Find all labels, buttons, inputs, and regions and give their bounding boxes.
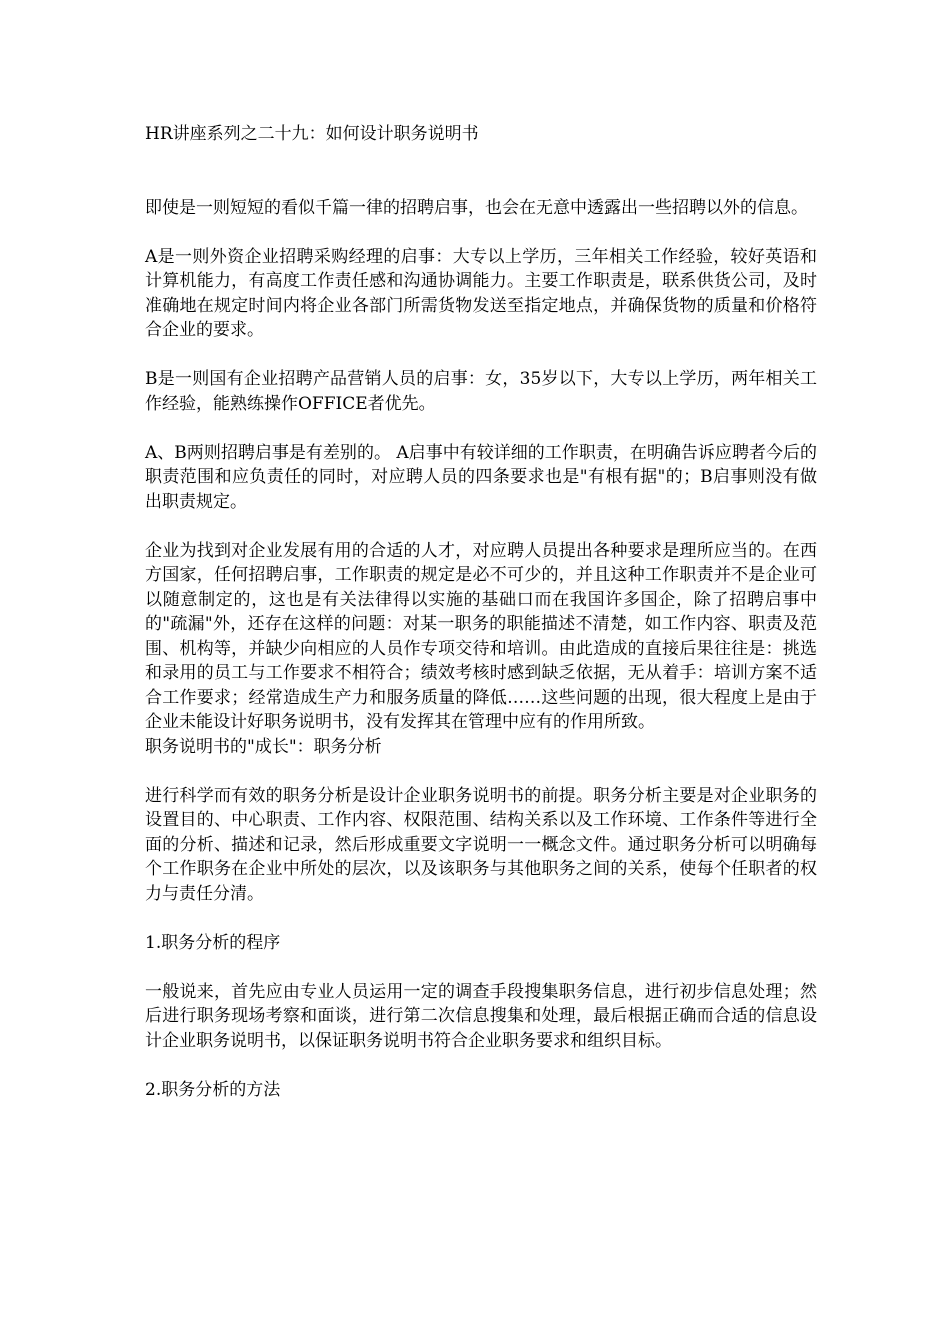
subheading-methods: 2.职务分析的方法 [145, 1079, 281, 1100]
paragraph-intro: 即使是一则短短的看似千篇一律的招聘启事，也会在无意中透露出一些招聘以外的信息。 [145, 197, 808, 218]
subheading-procedure: 1.职务分析的程序 [145, 932, 281, 953]
paragraph-ad-b: B是一则国有企业招聘产品营销人员的启事：女，35岁以下，大专以上学历，两年相关工作经验，能熟练操作OFFICE者优先。 [145, 369, 817, 414]
document-body [145, 122, 817, 1127]
paragraph-problems: 企业为找到对企业发展有用的合适的人才，对应聘人员提出各种要求是理所应当的。在西方国家，任何招聘启事，工作职责的规定是必不可少的，并且这种工作职责并不是企业可以随意制定的，这也是有关法律得以实施的基础口而在我国许多国企，除了招聘启事中的"疏漏"外，还存在这样的问题：对某一职务的职能描述不清楚，如工作内容、职责及范围、机构等，并缺少向相应的人员作专项交待和培训。由此造成的直接后果往往是：挑选和录用的员工与工作要求不相符合；绩效考核时感到缺乏依据，无从着手：培训方案不适合工作要求；经常造成生产力和服务质量的降低……这些问题的出现，很大程度上是由于企业未能设计好职务说明书，没有发挥其在管理中应有的作用所致。 [145, 540, 817, 732]
section-heading-job-analysis: 职务说明书的"成长"：职务分析 [145, 736, 382, 757]
paragraph-procedure: 一般说来，首先应由专业人员运用一定的调查手段搜集职务信息，进行初步信息处理；然后进行职务现场考察和面谈，进行第二次信息搜集和处理，最后根据正确而合适的信息设计企业职务说明书，以保证职务说明书符合企业职务要求和组织目标。 [145, 981, 817, 1051]
paragraph-comparison: A、B两则招聘启事是有差别的。 A启事中有较详细的工作职责，在明确告诉应聘者今后的职责范围和应负责任的同时，对应聘人员的四条要求也是"有根有据"的；B启事则没有做出职责规定。 [145, 442, 817, 512]
paragraph-ad-a: A是一则外资企业招聘采购经理的启事：大专以上学历，三年相关工作经验，较好英语和计算机能力，有高度工作责任感和沟通协调能力。主要工作职责是，联系供货公司，及时准确地在规定时间内将企业各部门所需货物发送至指定地点，并确保货物的质量和价格符合企业的要求。 [145, 246, 817, 340]
paragraph-job-analysis: 进行科学而有效的职务分析是设计企业职务说明书的前提。职务分析主要是对企业职务的设置目的、中心职责、工作内容、权限范围、结构关系以及工作环境、工作条件等进行全面的分析、描述和记录，然后形成重要文字说明一一概念文件。通过职务分析可以明确每个工作职务在企业中所处的层次，以及该职务与其他职务之间的关系，使每个任职者的权力与责任分清。 [145, 785, 817, 904]
document-title: HR讲座系列之二十九：如何设计职务说明书 [145, 124, 479, 144]
